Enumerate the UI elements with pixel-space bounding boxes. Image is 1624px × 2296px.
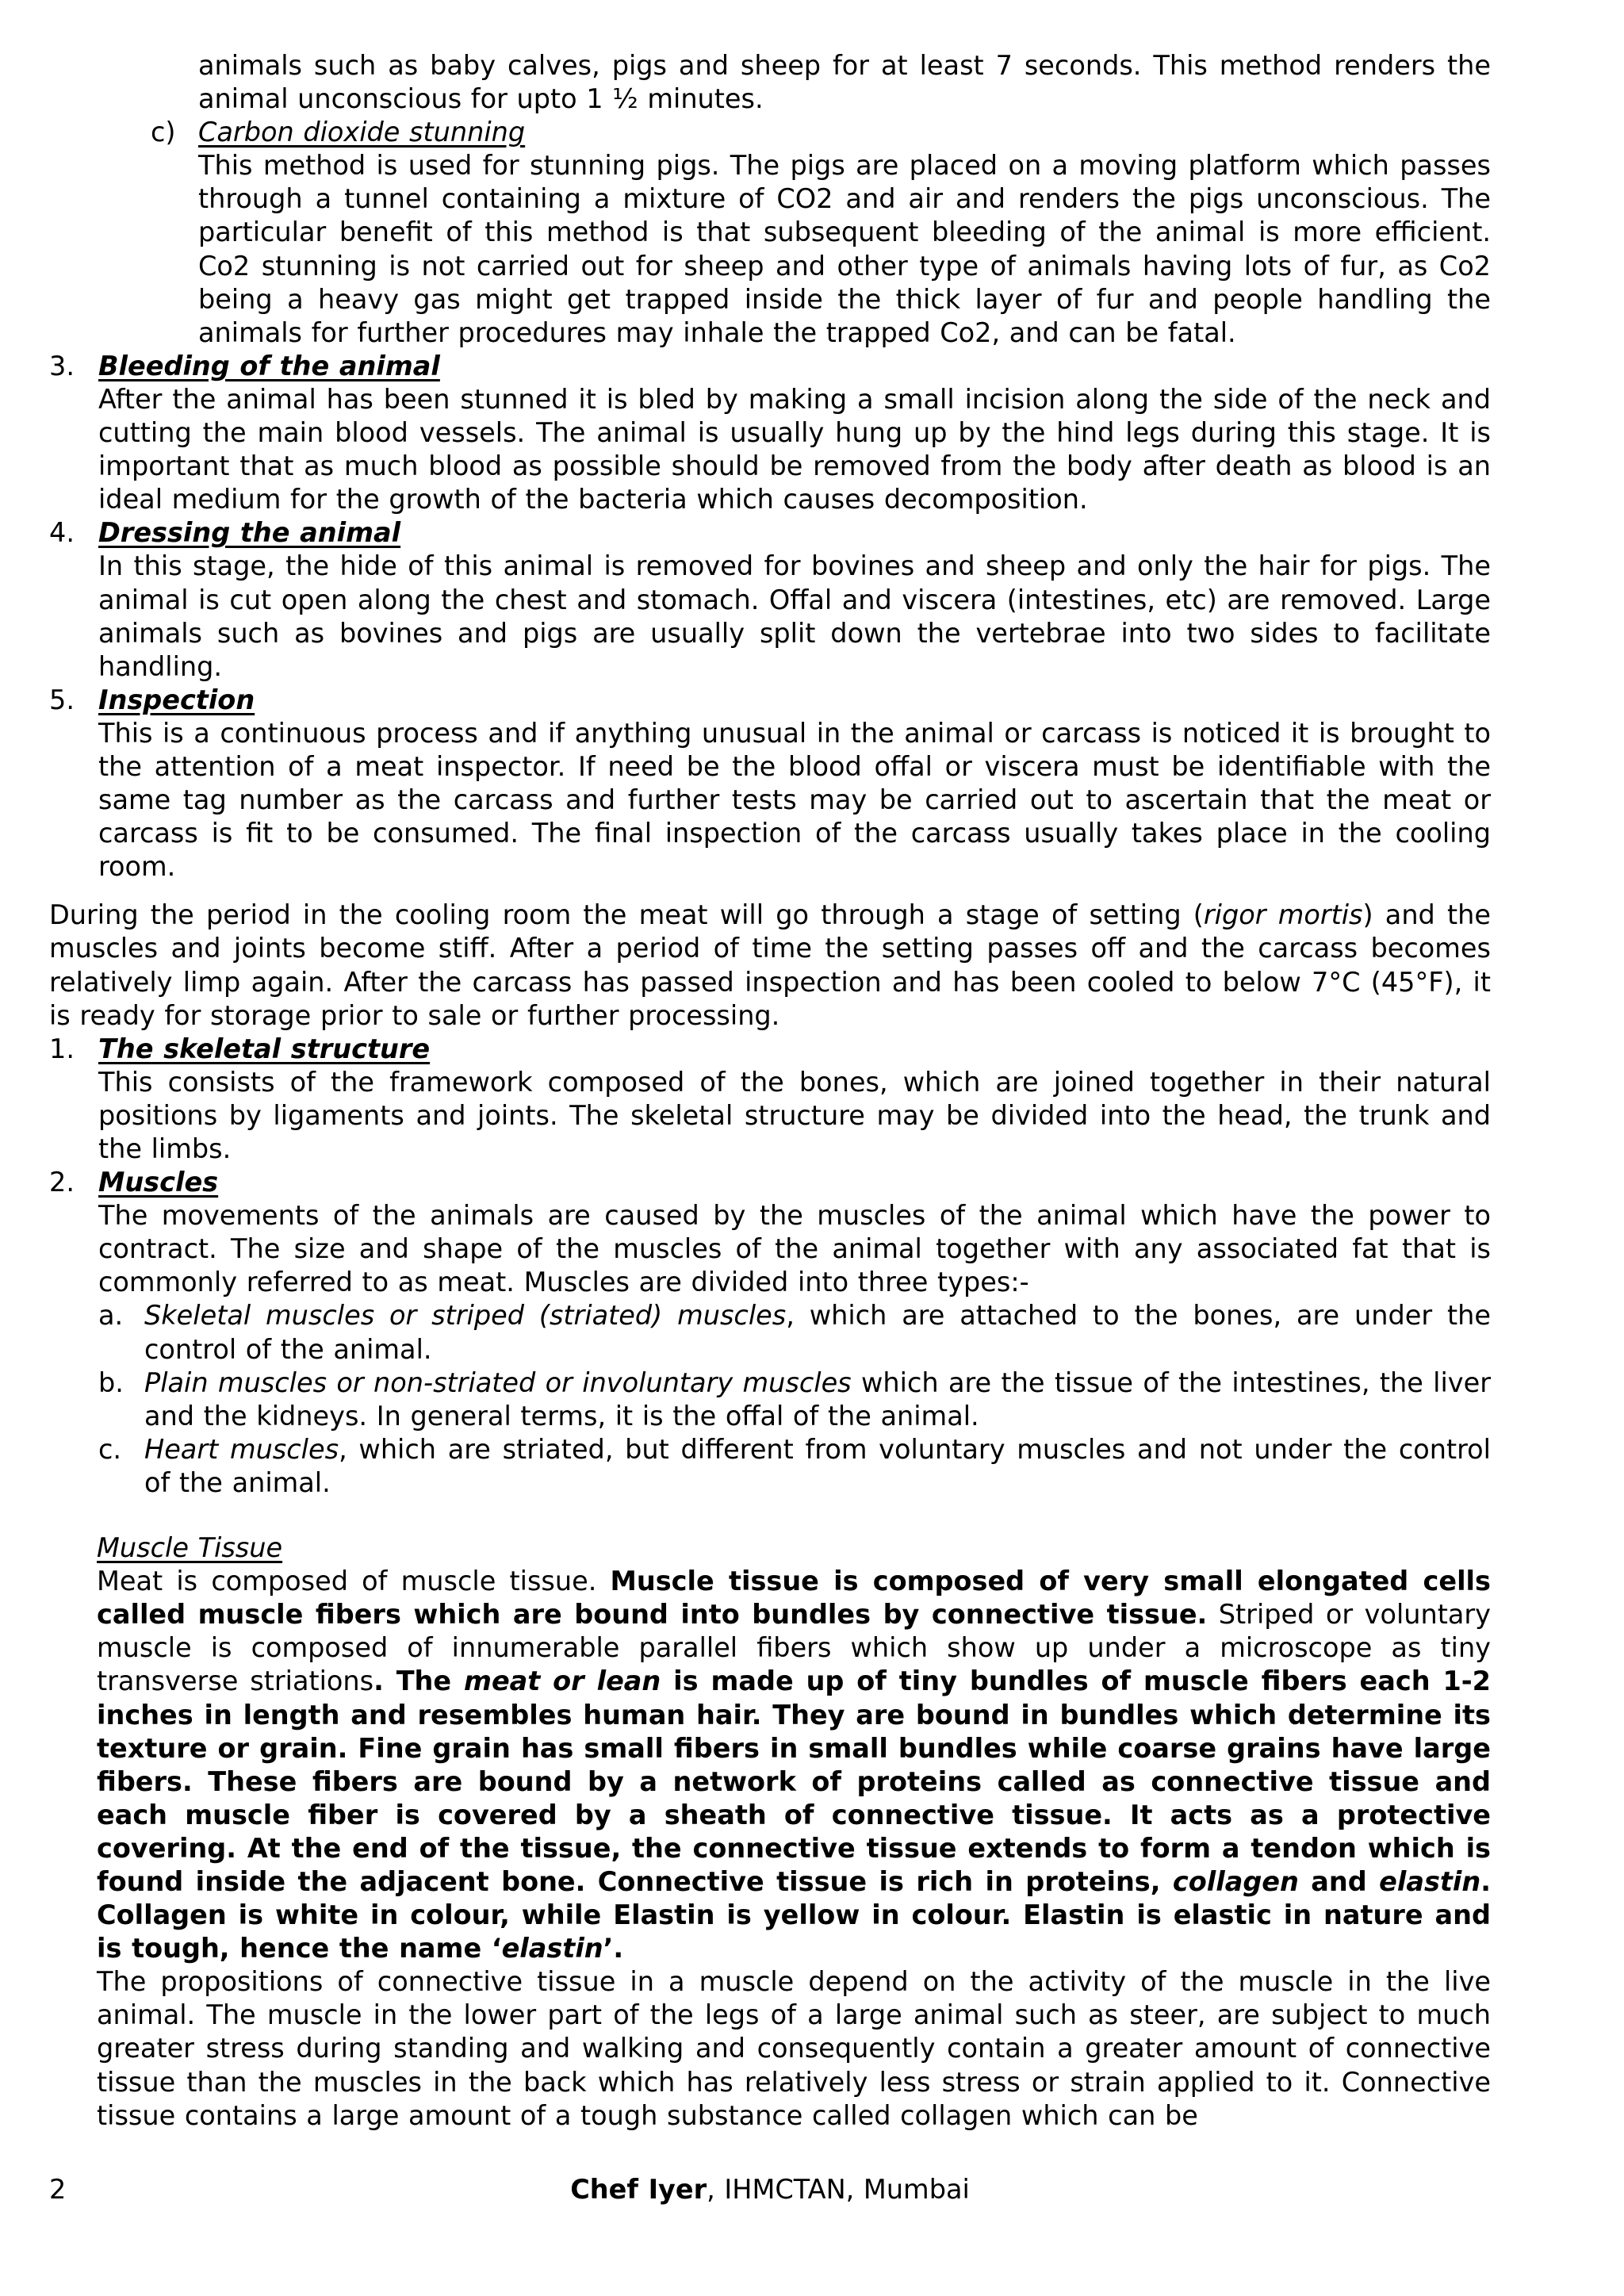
section-heading: Bleeding of the animal — [98, 350, 440, 381]
muscle-type-term: Skeletal muscles or striped (striated) muscles — [144, 1300, 787, 1332]
list-item-bleeding — [49, 350, 1491, 516]
list-number: 4. — [49, 517, 75, 549]
list-label: a. — [98, 1300, 124, 1332]
footer-credit — [49, 2173, 1491, 2206]
list-item-skeletal-structure — [49, 1033, 1491, 1166]
page-number: 2 — [49, 2174, 67, 2205]
subsection-title: Carbon dioxide stunning — [198, 117, 526, 148]
paragraph: This consists of the framework composed of the bones, which are joined together in their natural positions by ligaments and joints. The skeletal structure may be divided into the head, the trunk and the limbs. — [98, 1066, 1491, 1164]
list-number: 3. — [49, 350, 75, 381]
paragraph: In this stage, the hide of this animal is removed for bovines and sheep and only the hair for pigs. The animal is cut open along the chest and stomach. Offal and viscera (intestines, etc) are removed. Large animals such as bovines and pigs are usually split down the vertebrae into two sides to facilitate handling. — [98, 550, 1491, 682]
affiliation: , IHMCTAN, Mumbai — [707, 2174, 970, 2205]
paragraph: The movements of the animals are caused by the muscles of the animal which have the power to contract. The size and shape of the muscles of the animal together with any associated fat that is commonly referred to as meat. Muscles are divided into three types:- — [98, 1200, 1491, 1298]
author-name: Chef Iyer — [570, 2174, 707, 2205]
term-rigor-mortis: rigor mortis — [1203, 899, 1363, 931]
stunning-method-c — [49, 116, 1491, 350]
muscle-type-c: c. Heart muscles, which are striated, but different from voluntary muscles and not under the control of the animal. — [98, 1433, 1491, 1498]
muscle-type-term: Plain muscles or non-striated or involuntary muscles — [144, 1366, 852, 1398]
list-item-inspection — [49, 684, 1491, 884]
cooling-paragraph: During the period in the cooling room the meat will go through a stage of setting (rigor mortis) and the muscles and joints become stiff. After a period of time the setting passes off and the carcass becomes relatively limp again. After the carcass has passed inspection and has been cooled to below 7°C (45°F), it is ready for storage prior to sale or further processing. — [49, 899, 1491, 1031]
connective-tissue-paragraph: The propositions of connective tissue in a muscle depend on the activity of the muscle in the live animal. The muscle in the lower part of the legs of a large animal such as steer, are subject to much greater stress during standing and walking and consequently contain a greater amount of connective tissue than the muscles in the back which has relatively less stress or strain applied to it. Connective tissue contains a large amount of a tough substance called collagen which can be — [97, 1966, 1491, 2131]
section-heading: The skeletal structure — [98, 1033, 431, 1064]
stunning-continuation: animals such as baby calves, pigs and sheep for at least 7 seconds. This method renders the animal unconscious for upto 1 ½ minutes. — [198, 50, 1491, 115]
list-item-muscles — [49, 1166, 1491, 1299]
section-heading: Inspection — [98, 684, 255, 715]
list-label: c. — [98, 1433, 122, 1465]
muscle-tissue-paragraph: Meat is composed of muscle tissue. Muscle tissue is composed of very small elongated cells called muscle fibers which are bound into bundles by connective tissue. Striped or voluntary muscle is composed of innumerable parallel fibers which show up under a microscope as tiny transverse striations. The meat or lean is made up of tiny bundles of muscle fibers each 1-2 inches in length and resembles human hair. They are bound in bundles which determine its texture or grain. Fine grain has small fibers in small bundles while coarse grains have large fibers. These fibers are bound by a network of proteins called as connective tissue and each muscle fiber is covered by a sheath of connective tissue. It acts as a protective covering. At the end of the tissue, the connective tissue extends to form a tendon which is found inside the adjacent bone. Connective tissue is rich in proteins, collagen and elastin. Collagen is white in colour, while Elastin is yellow in colour. Elastin is elastic in nature and is tough, hence the name ‘elastin’. — [97, 1566, 1491, 1964]
section-heading: Dressing the animal — [98, 517, 401, 549]
list-number: 5. — [49, 684, 75, 715]
subsection-title: Muscle Tissue — [97, 1532, 283, 1564]
list-number: 1. — [49, 1033, 75, 1064]
page-body — [49, 49, 1491, 2133]
paragraph: This method is used for stunning pigs. The pigs are placed on a moving platform which passes through a tunnel containing a mixture of CO2 and air and renders the pigs unconscious. The particular benefit of this method is that subsequent bleeding of the animal is more efficient. Co2 stunning is not carried out for sheep and other type of animals having lots of fur, as Co2 being a heavy gas might get trapped inside the thick layer of fur and people handling the animals for further procedures may inhale the trapped Co2, and can be fatal. — [198, 150, 1491, 348]
paragraph: After the animal has been stunned it is bled by making a small incision along the side of the neck and cutting the main blood vessels. The animal is usually hung up by the hind legs during this stage. It is important that as much blood as possible should be removed from the body after death as blood is an ideal medium for the growth of the bacteria which causes decomposition. — [98, 383, 1491, 516]
muscle-tissue-section — [49, 1531, 1491, 2133]
list-number: 2. — [49, 1167, 75, 1198]
muscle-type-b: b. Plain muscles or non-striated or involuntary muscles which are the tissue of the intestines, the liver and the kidneys. In general terms, it is the offal of the animal. — [98, 1366, 1491, 1432]
list-label: b. — [98, 1366, 124, 1398]
page-footer — [49, 2173, 1491, 2206]
muscle-type-term: Heart muscles — [144, 1433, 339, 1465]
list-label: c) — [151, 117, 176, 148]
muscle-type-a: a. Skeletal muscles or striped (striated) muscles, which are attached to the bones, are under the control of the animal. — [98, 1300, 1491, 1365]
list-item-dressing — [49, 516, 1491, 683]
paragraph: This is a continuous process and if anything unusual in the animal or carcass is noticed it is brought to the attention of a meat inspector. If need be the blood offal or viscera must be identifiable with the same tag number as the carcass and further tests may be carried out to ascertain that the meat or carcass is fit to be consumed. The final inspection of the carcass usually takes place in the cooling room. — [98, 717, 1491, 883]
section-heading: Muscles — [98, 1167, 219, 1198]
